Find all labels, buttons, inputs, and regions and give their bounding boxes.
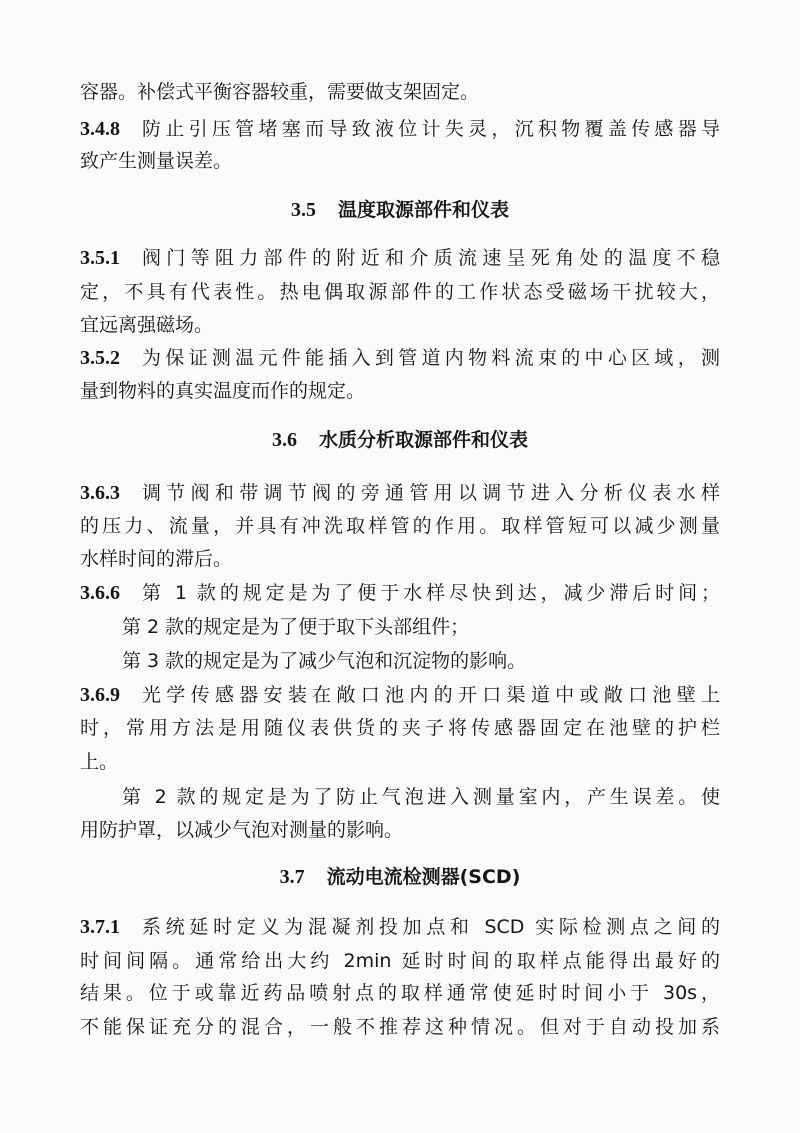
clause-3-7-1: 3.7.1 系统延时定义为混凝剂投加点和 SCD 实际检测点之间的 [80,916,720,938]
text-line: 水样时间的滞后。 [80,548,233,570]
clause-3-6-6: 3.6.6 第 1 款的规定是为了便于水样尽快到达，减少滞后时间； [80,582,720,604]
section-heading-3-6: 3.6 水质分析取源部件和仪表 [271,429,528,451]
clause-number: 3.7.1 [80,916,120,938]
clause-number: 3.5.1 [80,247,120,269]
clause-3-4-8: 3.4.8 防止引压管堵塞而导致液位计失灵，沉积物覆盖传感器导 [80,118,720,140]
text-line: 用防护罩，以减少气泡对测量的影响。 [80,819,404,841]
section-heading-3-7: 3.7 流动电流检测器(SCD) [279,866,521,888]
text-line: 时间间隔。通常给出大约 2min 延时时间的取样点能得出最好的 [80,950,720,972]
text-line: 宜远离强磁场。 [80,314,214,336]
text-line: 第 3 款的规定是为了减少气泡和沉淀物的影响。 [122,650,527,672]
clause-number: 3.6.9 [80,684,120,706]
section-heading-3-5: 3.5 温度取源部件和仪表 [290,199,509,221]
text-line: 第 2 款的规定是为了便于取下头部组件； [122,616,470,638]
text-line: 定，不具有代表性。热电偶取源部件的工作状态受磁场干扰较大， [80,281,720,303]
text-line: 第 2 款的规定是为了防止气泡进入测量室内，产生误差。使 [122,786,720,808]
clause-number: 3.4.8 [80,118,120,140]
clause-3-6-3: 3.6.3 调节阀和带调节阀的旁通管用以调节进入分析仪表水样 [80,482,720,504]
clause-3-5-1: 3.5.1 阀门等阻力部件的附近和介质流速呈死角处的温度不稳 [80,247,720,269]
text-line: 上。 [80,751,119,773]
clause-number: 3.6.3 [80,482,120,504]
text-line: 结果。位于或靠近药品喷射点的取样通常使延时时间小于 30s， [80,982,720,1004]
clause-3-5-2: 3.5.2 为保证测温元件能插入到管道内物料流束的中心区域，测 [80,347,720,369]
clause-number: 3.6.6 [80,582,120,604]
text-line: 时，常用方法是用随仪表供货的夹子将传感器固定在池壁的护栏 [80,717,720,739]
text-line: 的压力、流量，并具有冲洗取样管的作用。取样管短可以减少测量 [80,515,720,537]
text-line: 量到物料的真实温度而作的规定。 [80,380,366,402]
clause-number: 3.5.2 [80,347,120,369]
text-line: 致产生测量误差。 [80,150,233,172]
text-line: 不能保证充分的混合，一般不推荐这种情况。但对于自动投加系 [80,1016,720,1038]
clause-3-6-9: 3.6.9 光学传感器安装在敞口池内的开口渠道中或敞口池壁上 [80,684,720,706]
text-line: 容器。补偿式平衡容器较重，需要做支架固定。 [80,81,480,103]
